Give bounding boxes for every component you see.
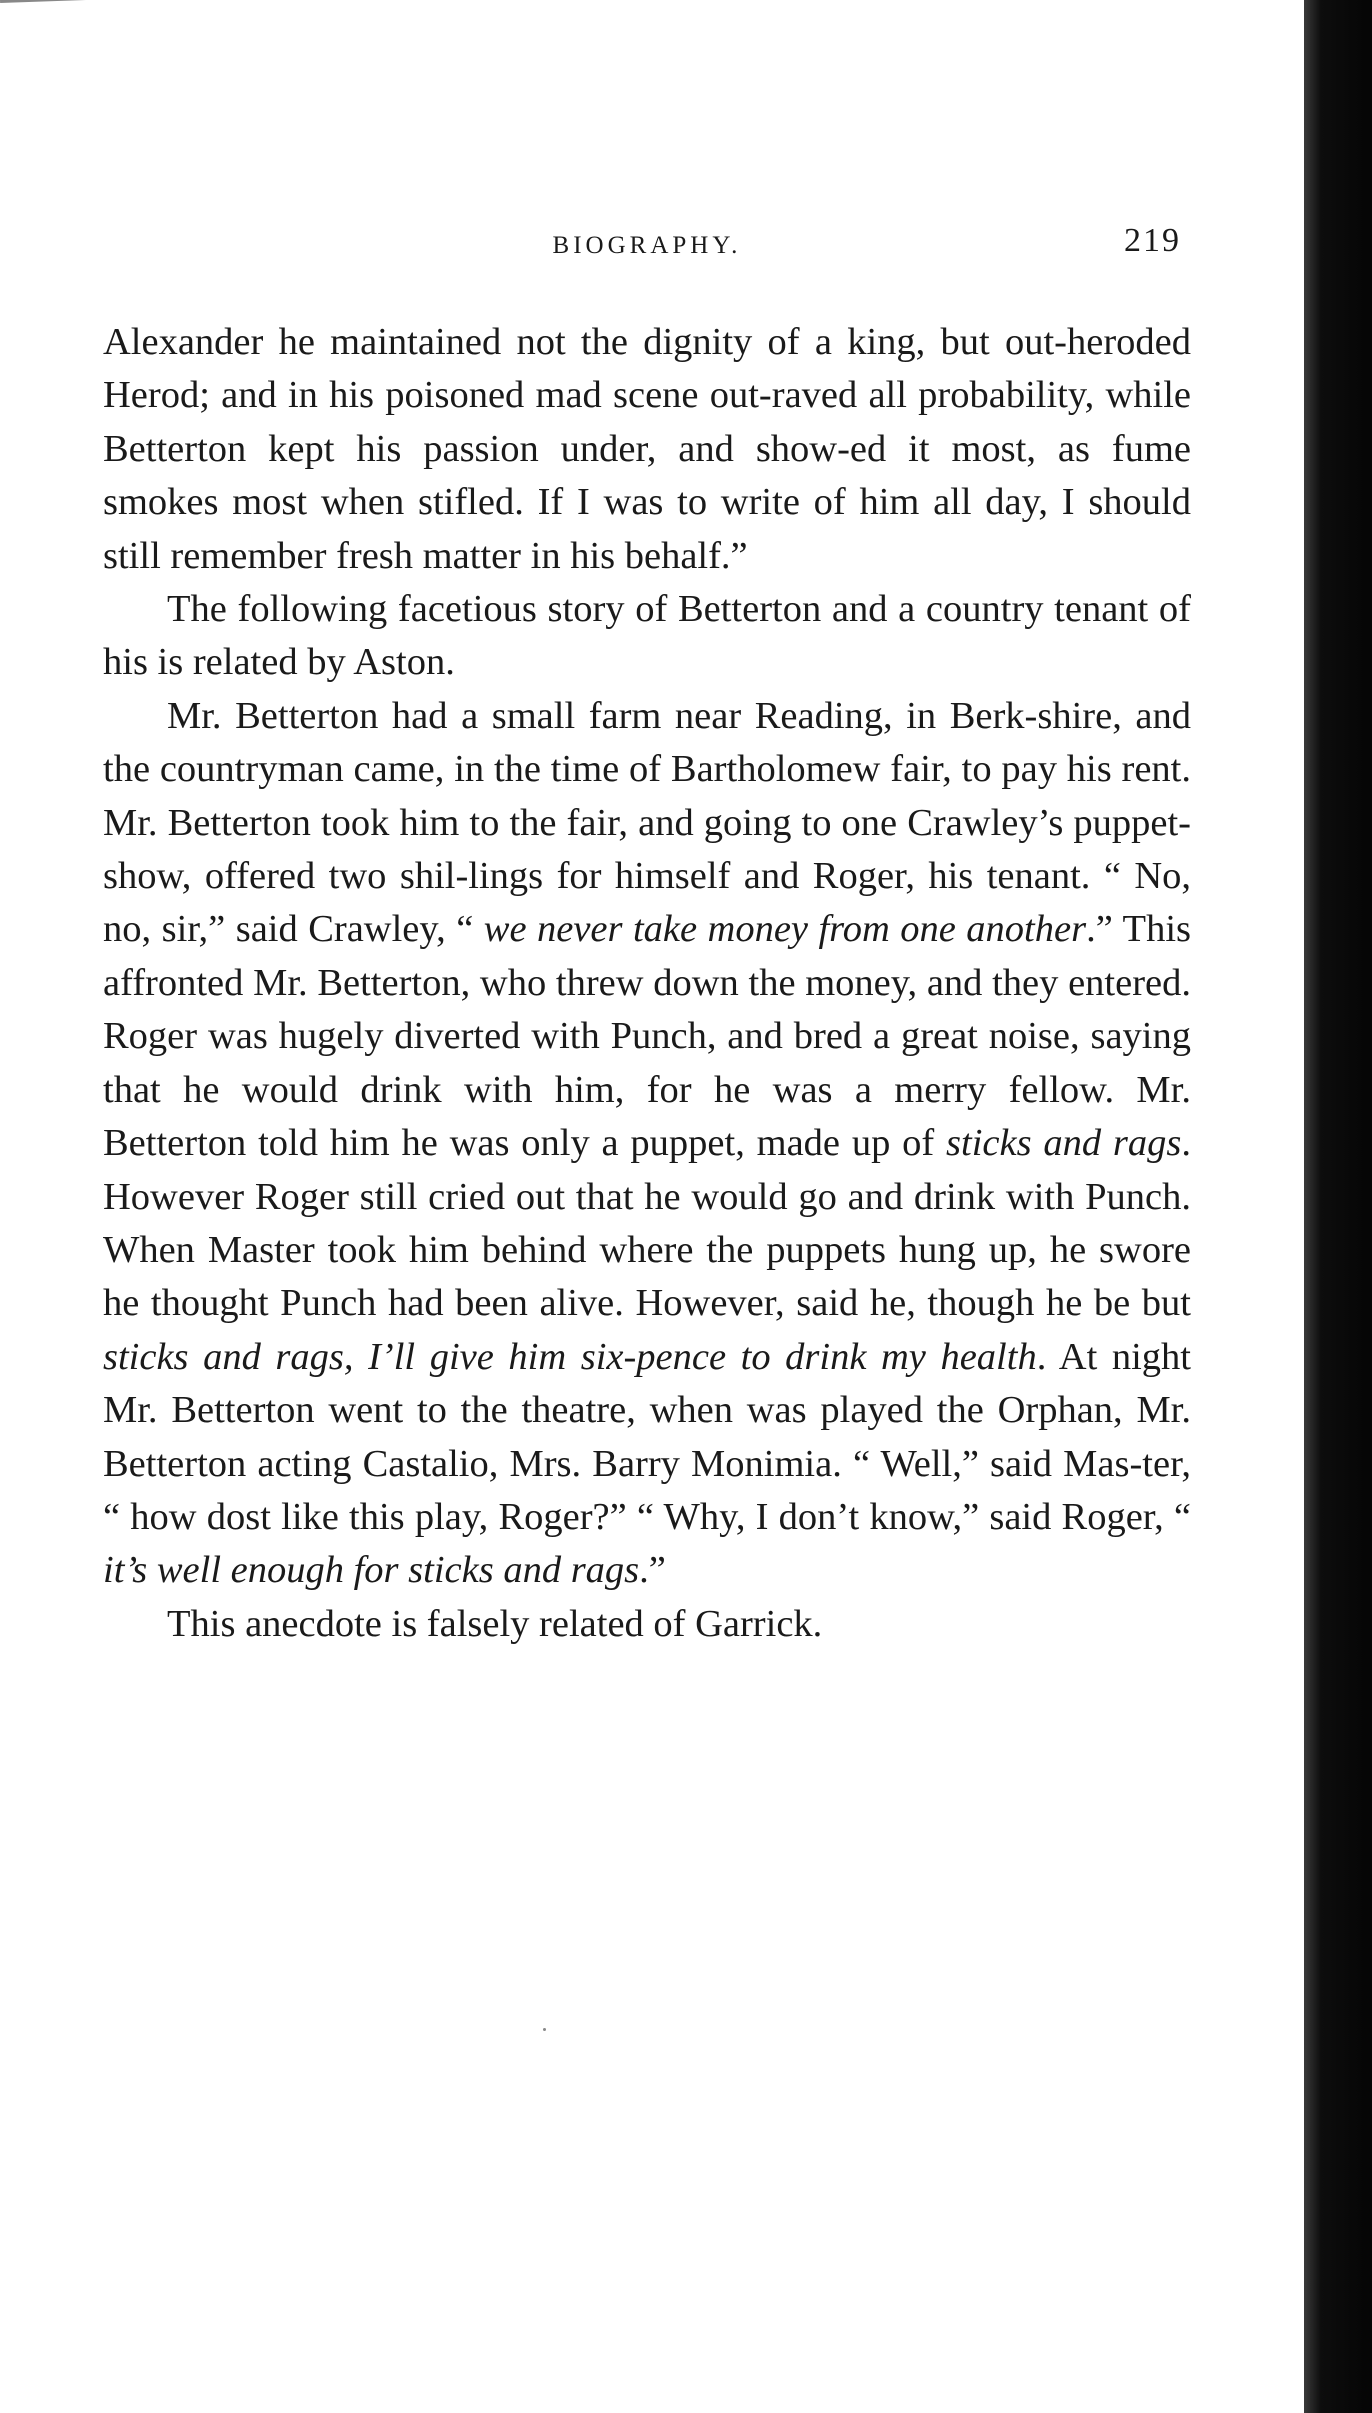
paragraph-intro <box>103 583 1191 690</box>
page-number: 219 <box>1124 222 1181 259</box>
text-segment: Alexander he maintained not the dignity of a king, but out-heroded Herod; and in his poisoned mad scene out-raved all probability, while Betterton kept his passion under, and show-ed it most, as fume smokes most when stifled. If I was to write of him all day, I should still remember fresh matter in his behalf.” <box>103 321 1191 577</box>
running-head <box>103 218 1191 268</box>
text-segment: . At night Mr. Betterton went to the theatre, when was played the Orphan, Mr. Betterton acting Castalio, Mrs. Barry Monimia. “ Well,” said Mas-ter, “ how dost like this play, Roger?” “ Why, I don’t know,” said Roger, “ <box>103 1335 1191 1538</box>
paragraph-note <box>103 1598 1191 1651</box>
paragraph-anecdote <box>103 690 1191 1598</box>
page-binding-shadow <box>1304 0 1372 2413</box>
text-segment: .” <box>639 1549 666 1592</box>
text-block <box>103 218 1191 1651</box>
italic-quote: we never take money from one another <box>483 908 1087 951</box>
paragraph-continuation <box>103 316 1191 583</box>
text-segment: .” This affronted Mr. Betterton, who threw down the money, and they entered. Roger was hugely diverted with Punch, and bred a great noise, saying that he would drink with him, for he was a merry fellow. Mr. Betterton told him he was only a puppet, made up of <box>103 908 1192 1165</box>
text-segment: This anecdote is falsely related of Garrick. <box>167 1602 823 1645</box>
text-segment: . However Roger still cried out that he would go and drink with Punch. When Master took him behind where the puppets hung up, he swore he thought Punch had been alive. However, said he, though he be but <box>103 1122 1192 1325</box>
running-title: BIOGRAPHY. <box>552 232 742 259</box>
text-segment: Mr. Betterton had a small farm near Reading, in Berk-shire, and the countryman came, in the time of Bartholomew fair, to pay his rent. Mr. Betterton took him to the fair, and going to one Crawley’s puppet-show, offered two shil-lings for himself and Roger, his tenant. “ No, no, sir,” said Crawley, “ <box>103 694 1191 951</box>
page-edge-mark <box>0 0 170 13</box>
italic-phrase: sticks and rags <box>946 1122 1182 1165</box>
italic-quote: it’s well enough for sticks and rags <box>103 1549 640 1592</box>
ink-speck <box>543 2028 546 2031</box>
text-segment: The following facetious story of Betterton and a country tenant of his is related by Aston. <box>103 588 1191 684</box>
italic-phrase: sticks and rags, I’ll give him six-pence to drink my health <box>103 1335 1037 1378</box>
